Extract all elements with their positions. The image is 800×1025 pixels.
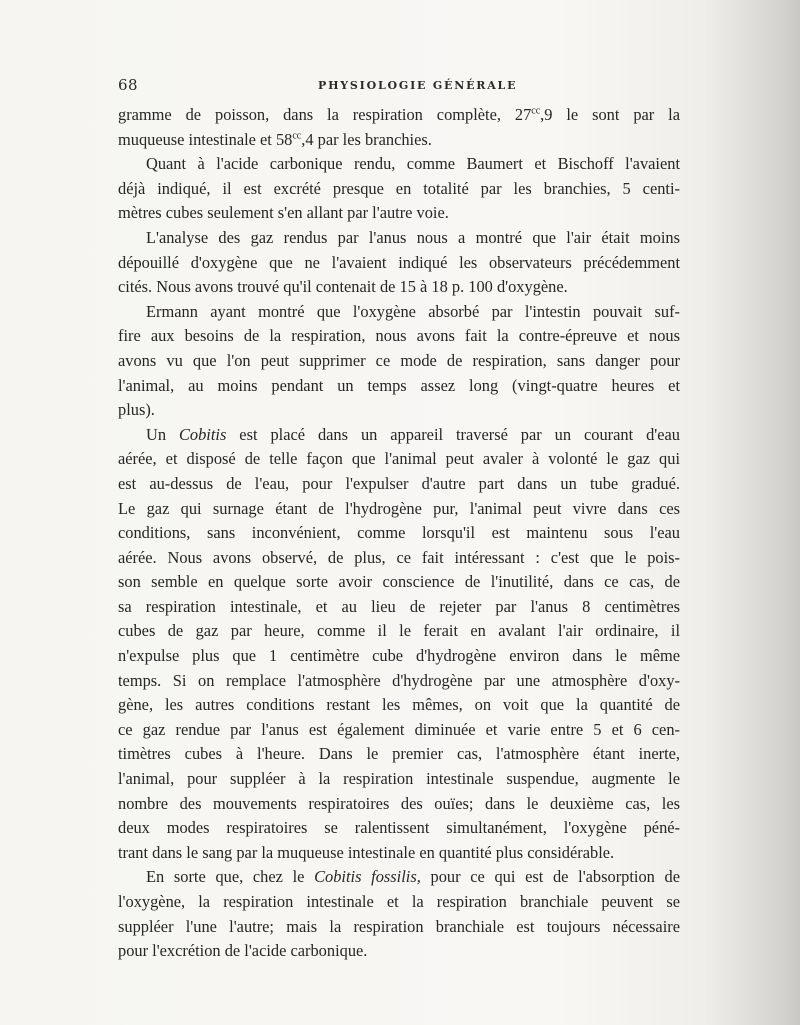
text-line: plus). — [118, 400, 155, 420]
text-line: avons vu que l'on peut supprimer ce mode de respiration, sans danger pour — [118, 350, 680, 370]
text-line: fire aux besoins de la respiration, nous avons fait la contre-épreuve et nous — [118, 326, 680, 346]
text-line: dépouillé d'oxygène que ne l'avaient indiqué les observateurs précédemment — [118, 252, 680, 272]
text-line: cités. Nous avons trouvé qu'il contenait de 15 à 18 p. 100 d'oxygène. — [118, 277, 568, 297]
text-line: aérée, et disposé de telle façon que l'animal peut avaler à volonté le gaz qui — [118, 449, 680, 469]
text-line: timètres cubes à l'heure. Dans le premier cas, l'atmosphère étant inerte, — [118, 744, 680, 764]
text-line: conditions, sans inconvénient, comme lorsqu'il est maintenu sous l'eau — [118, 523, 680, 543]
text-line: temps. Si on remplace l'atmosphère d'hydrogène par une atmosphère d'oxy- — [118, 670, 680, 690]
text-line: En sorte que, chez le Cobitis fossilis, pour ce qui est de l'absorption de — [146, 867, 680, 887]
text-line: Un Cobitis est placé dans un appareil traversé par un courant d'eau — [146, 424, 680, 444]
text-line: gramme de poisson, dans la respiration complète, $27^{cc},9$ le sont par la — [118, 105, 680, 124]
text-line: Le gaz qui surnage étant de l'hydrogène pur, l'animal peut vivre dans ces — [118, 498, 680, 518]
text-line: deux modes respiratoires se ralentissent simultanément, l'oxygène péné- — [118, 818, 680, 838]
text-line: L'analyse des gaz rendus par l'anus nous a montré que l'air était moins — [146, 227, 680, 247]
text-line: l'animal, au moins pendant un temps assez long (vingt-quatre heures et — [118, 375, 680, 395]
text-line: Ermann ayant montré que l'oxygène absorbé par l'intestin pouvait suf- — [146, 301, 680, 321]
text-line: mètres cubes seulement s'en allant par l'autre voie. — [118, 203, 449, 223]
text-line: n'expulse plus que 1 centimètre cube d'hydrogène environ dans le même — [118, 646, 680, 666]
text-line: déjà indiqué, il est excrété presque en totalité par les branchies, 5 centi- — [118, 178, 680, 198]
text-line: Quant à l'acide carbonique rendu, comme Baumert et Bischoff l'avaient — [146, 154, 680, 174]
text-line: l'animal, pour suppléer à la respiration intestinale suspendue, augmente le — [118, 769, 680, 789]
text-line: ce gaz rendue par l'anus est également diminuée et varie entre 5 et 6 cen- — [118, 719, 680, 739]
text-line: cubes de gaz par heure, comme il le ferait en avalant l'air ordinaire, il — [118, 621, 680, 641]
text-line: nombre des mouvements respiratoires des ouïes; dans le deuxième cas, les — [118, 793, 680, 813]
running-head — [118, 70, 678, 98]
text-line: pour l'excrétion de l'acide carbonique. — [118, 941, 368, 961]
header-title: PHYSIOLOGIE GÉNÉRALE — [318, 79, 518, 92]
text-line: suppléer l'une l'autre; mais la respiration branchiale est toujours nécessaire — [118, 916, 680, 936]
text-line: sa respiration intestinale, et au lieu de rejeter par l'anus 8 centimètres — [118, 596, 680, 616]
text-line: son semble en quelque sorte avoir conscience de l'inutilité, dans ce cas, de — [118, 572, 680, 592]
text-line: est au-dessus de l'eau, pour l'expulser d'autre part dans un tube gradué. — [118, 473, 680, 493]
text-line: gène, les autres conditions restant les mêmes, on voit que la quantité de — [118, 695, 680, 715]
text-line: l'oxygène, la respiration intestinale et la respiration branchiale peuvent se — [118, 892, 680, 911]
text-line: muqueuse intestinale et $58^{cc},4$ par les branchies. — [118, 129, 432, 149]
text-line: trant dans le sang par la muqueuse intestinale en quantité plus considérable. — [118, 842, 615, 862]
page-number: 68 — [118, 76, 139, 94]
body-text — [118, 103, 680, 964]
text-line: aérée. Nous avons observé, de plus, ce fait intéressant : c'est que le pois- — [118, 547, 680, 567]
